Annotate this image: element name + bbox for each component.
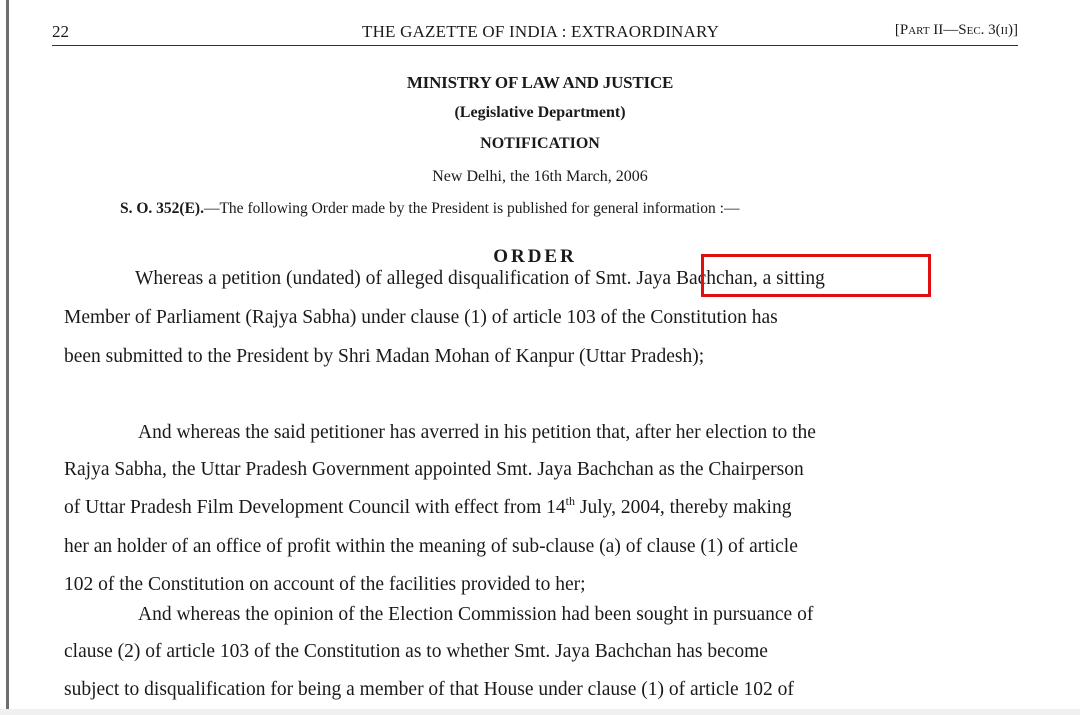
highlight-box <box>701 254 931 297</box>
page-bottom-edge <box>0 709 1080 715</box>
section-label: [Part II—Sec. 3(ii)] <box>894 22 1018 38</box>
para3-line2: clause (2) of article 103 of the Constitution as to whether Smt. Jaya Bachchan has become <box>64 641 768 662</box>
para1-line2: Member of Parliament (Rajya Sabha) under clause (1) of article 103 of the Constitution has <box>64 307 778 328</box>
ministry-title: MINISTRY OF LAW AND JUSTICE <box>406 73 674 92</box>
department-title: (Legislative Department) <box>454 104 626 121</box>
para2-line5: 102 of the Constitution on account of the facilities provided to her; <box>64 574 586 595</box>
so-line <box>120 200 739 218</box>
notification-title: NOTIFICATION <box>480 135 600 152</box>
para2-line2: Rajya Sabha, the Uttar Pradesh Government appointed Smt. Jaya Bachchan as the Chairperson <box>64 459 804 480</box>
highlighted-name: Smt. Jaya Bachchan, a <box>595 268 772 289</box>
para2-line4: her an holder of an office of profit within the meaning of sub-clause (a) of clause (1) of article <box>64 536 798 557</box>
para2-line1: And whereas the said petitioner has averred in his petition that, after her election to the <box>138 422 816 443</box>
gazette-header <box>52 22 1018 46</box>
order-heading: ORDER <box>493 246 577 267</box>
date-line: New Delhi, the 16th March, 2006 <box>432 168 648 185</box>
para3-line3: subject to disqualification for being a member of that House under clause (1) of article 102 of <box>64 679 794 700</box>
so-number: S. O. 352(E). <box>120 200 204 217</box>
page-number: 22 <box>52 22 69 41</box>
para1-line3: been submitted to the President by Shri Madan Mohan of Kanpur (Uttar Pradesh); <box>64 346 705 367</box>
para1-line1-text: Whereas a petition (undated) of alleged disqualification of <box>135 268 596 289</box>
para2-line3 <box>64 494 792 519</box>
gazette-title: THE GAZETTE OF INDIA : EXTRAORDINARY <box>362 22 720 41</box>
header-rule <box>52 45 1018 46</box>
so-text: —The following Order made by the President is published for general information :— <box>203 200 740 217</box>
ordinal-superscript: th <box>565 494 576 508</box>
para2-line3-tail: July, 2004, thereby making <box>575 497 792 518</box>
para3-line1: And whereas the opinion of the Election Commission had been sought in pursuance of <box>138 604 814 625</box>
para1-line1-tail: sitting <box>771 268 825 289</box>
para2-line3-text: of Uttar Pradesh Film Development Council with effect from 14 <box>64 497 566 518</box>
